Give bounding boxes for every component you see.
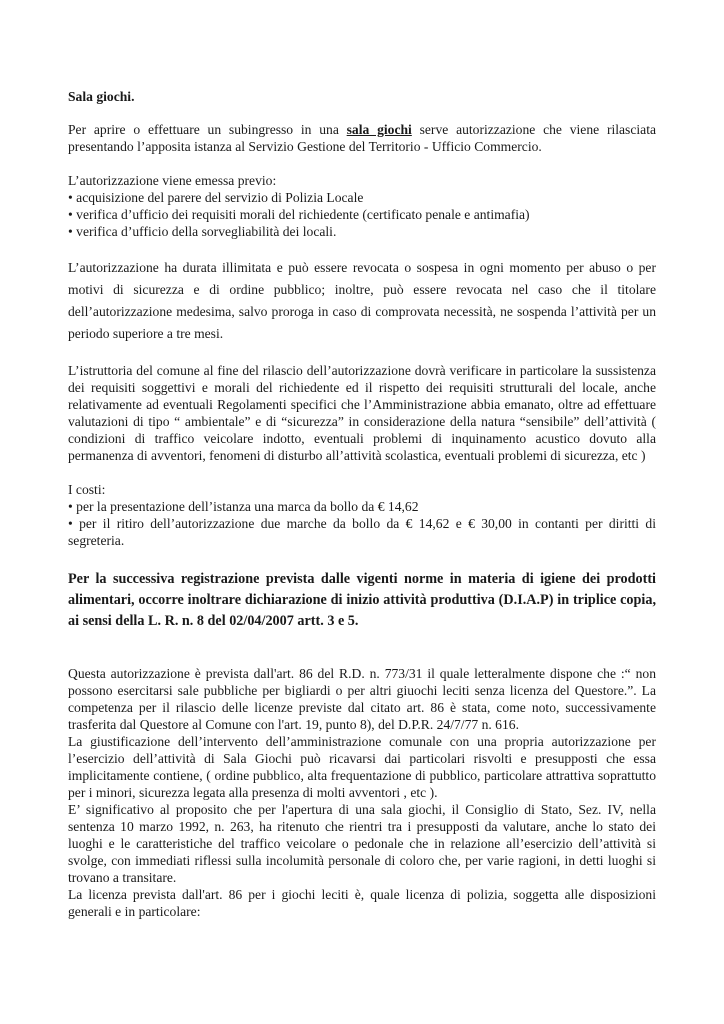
document-page bbox=[68, 88, 656, 920]
spacer bbox=[68, 632, 656, 665]
requirement-item: • acquisizione del parere del servizio di Polizia Locale bbox=[68, 190, 364, 205]
requirement-item: • verifica d’ufficio dei requisiti morali del richiedente (certificato penale e antimafia) bbox=[68, 207, 530, 222]
spacer bbox=[68, 549, 656, 569]
legal-paragraph: La licenza prevista dall'art. 86 per i giochi leciti è, quale licenza di polizia, soggetta alle disposizioni generali e in particolare: bbox=[68, 887, 656, 919]
legal-paragraph: Questa autorizzazione è prevista dall'art. 86 del R.D. n. 773/31 il quale letteralmente dispone che :“ non possono esercitarsi sale pubbliche per bigliardi o per altri giuochi leciti senza licenza del Questore.”. La competenza per il rilascio delle licenze previste dal citato art. 86 è stata, come noto, successivamente trasferita dal Questore al Comune con l'art. 19, punto 8), del D.P.R. 24/7/77 n. 616. bbox=[68, 666, 656, 732]
legal-paragraph: E’ significativo al proposito che per l'apertura di una sala giochi, il Consiglio di Stato, Sez. IV, nella sentenza 10 marzo 1992, n. 263, ha ritenuto che rientri tra i presupposti da valutare, anche lo stato dei luoghi e le caratteristiche del traffico veicolare o pedonale che in relazione all’esercizio dell’attività si svolge, con immediati riflessi sulla incolumità personale di coloro che, per varie ragioni, in detti luoghi si trovano a transitare. bbox=[68, 802, 656, 885]
costs-lead: I costi: bbox=[68, 482, 106, 497]
sala-giochi-emphasis: sala giochi bbox=[346, 122, 412, 137]
spacer bbox=[68, 155, 656, 172]
intro-paragraph bbox=[68, 121, 656, 155]
legal-section bbox=[68, 665, 656, 920]
legal-paragraph: La giustificazione dell’intervento dell’amministrazione comunale con una propria autorizzazione per l’esercizio dell’attività di Sala Giochi può ricavarsi dai particolari risvolti e presupposti che essa implicitamente contiene, ( ordine pubblico, alta frequentazione di pubblico, particolare attrattiva soprattutto per i minori, sicurezza legata alla presenza di molti avventori , etc ). bbox=[68, 734, 656, 800]
requirement-item: • verifica d’ufficio della sorvegliabilità dei locali. bbox=[68, 224, 337, 239]
requirements-section bbox=[68, 172, 656, 240]
document-title: Sala giochi. bbox=[68, 89, 135, 104]
spacer bbox=[68, 345, 656, 362]
diap-notice: Per la successiva registrazione prevista dalle vigenti norme in materia di igiene dei prodotti alimentari, occorre inoltrare dichiarazione di inizio attività produttiva (D.I.A.P) in triplice copia, ai sensi della L. R. n. 8 del 02/04/2007 artt. 3 e 5. bbox=[68, 571, 656, 629]
requirements-lead: L’autorizzazione viene emessa previo: bbox=[68, 173, 277, 188]
intro-text-before: Per aprire o effettuare un subingresso in una bbox=[68, 122, 347, 137]
intro-text-after: serve autorizzazione che viene rilasciata presentando l’apposita istanza al Servizio Gestione del Territorio - Ufficio Commercio. bbox=[68, 122, 656, 154]
costs-section bbox=[68, 481, 656, 549]
duration-paragraph: L’autorizzazione ha durata illimitata e può essere revocata o sospesa in ogni momento per abuso o per motivi di sicurezza e di ordine pubblico; inoltre, può essere revocata nel caso che il titolare dell’autorizzazione medesima, salvo proroga in caso di comprovata necessità, ne sospenda l’attività per un periodo superiore a tre mesi. bbox=[68, 260, 656, 341]
istruttoria-paragraph: L’istruttoria del comune al fine del rilascio dell’autorizzazione dovrà verificare in particolare la sussistenza dei requisiti soggettivi e morali del richiedente ed il rispetto dei requisiti strutturali del locale, anche relativamente ad eventuali Regolamenti specifici che l’Amministrazione abbia emanato, oltre ad effettuare valutazioni di tipo “ ambientale” e di “sicurezza” in considerazione della natura “sensibile” dell’attività ( condizioni di traffico veicolare indotto, eventuali problemi di inquinamento acustico dovuto alla permanenza di avventori, fenomeni di disturbo all’attività scolastica, eventuali problemi di sicurezza, etc ) bbox=[68, 363, 656, 463]
spacer bbox=[68, 464, 656, 481]
cost-item: • per la presentazione dell’istanza una marca da bollo da € 14,62 bbox=[68, 499, 419, 514]
spacer bbox=[68, 240, 656, 257]
cost-item: • per il ritiro dell’autorizzazione due marche da bollo da € 14,62 e € 30,00 in contanti per diritti di segreteria. bbox=[68, 516, 656, 548]
